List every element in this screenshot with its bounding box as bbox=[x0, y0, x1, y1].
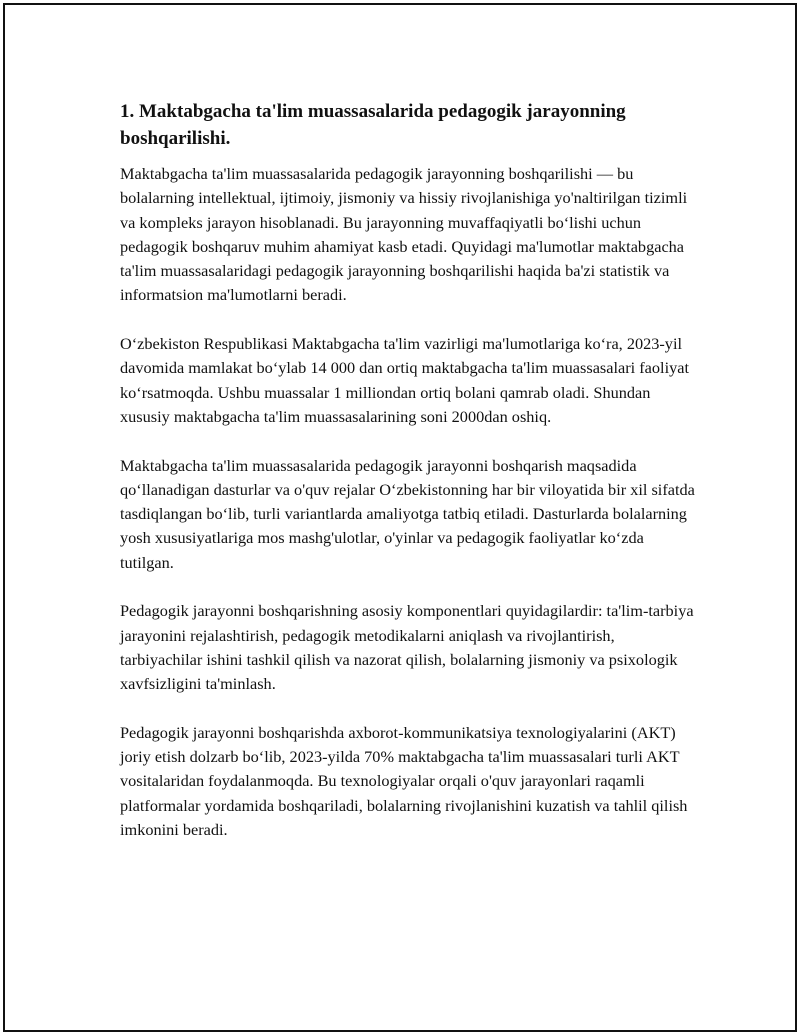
paragraph-ict: Pedagogik jarayonni boshqarishda axborot-kommunikatsiya texnologiyalarini (AKT) joriy etish dolzarb boʻlib, 2023-yilda 70% maktabgacha ta'lim muassasalari turli AKT vositalaridan foydalanmoqda. Bu texnologiyalar orqali o'quv jarayonlari raqamli platformalar yordamida boshqariladi, bolalarning rivojlanishini kuzatish va tahlil qilish imkonini beradi. bbox=[120, 722, 688, 840]
paragraph-curriculum: Maktabgacha ta'lim muassasalarida pedagogik jarayonni boshqarish maqsadida qoʻllanadigan dasturlar va o'quv rejalar Oʻzbekistonning har bir viloyatida bir xil sifatda tasdiqlangan boʻlib, turli variantlarda amaliyotga tatbiq etiladi. Dasturlarda bolalarning yosh xususiyatlariga mos mashg'ulotlar, o'yinlar va pedagogik faoliyatlar koʻzda tutilgan. bbox=[120, 455, 695, 572]
page-border bbox=[3, 3, 797, 1032]
paragraph-statistics: Oʻzbekiston Respublikasi Maktabgacha ta'lim vazirligi ma'lumotlariga koʻra, 2023-yil davomida mamlakat boʻylab 14 000 dan ortiq maktabgacha ta'lim muassasalari faoliyat koʻrsatmoqda. Ushbu muassalar 1 milliondan ortiq bolani qamrab oladi. Shundan xususiy maktabgacha ta'lim muassasalarining soni 2000dan oshiq. bbox=[120, 334, 689, 426]
paragraph-intro: Maktabgacha ta'lim muassasalarida pedagogik jarayonning boshqarilishi — bu bolalarning intellektual, ijtimoiy, jismoniy va hissiy rivojlanishiga yo'naltirilgan tizimli va kompleks jarayon hisoblanadi. Bu jarayonning muvaffaqiyatli boʻlishi uchun pedagogik boshqaruv muhim ahamiyat kasb etadi. Quyidagi ma'lumotlar maktabgacha ta'lim muassasalaridagi pedagogik jarayonning boshqarilishi haqida ba'zi statistik va informatsion ma'lumotlarni beradi. bbox=[120, 164, 688, 305]
paragraph-components: Pedagogik jarayonni boshqarishning asosiy komponentlari quyidagilardir: ta'lim-tarbiya jarayonini rejalashtirish, pedagogik metodikalarni aniqlash va rivojlantirish, tarbiyachilar ishini tashkil qilish va nazorat qilish, bolalarning jismoniy va psixologik xavfsizligini ta'minlash. bbox=[120, 601, 694, 694]
document-body bbox=[120, 98, 695, 867]
document-title: 1. Maktabgacha ta'lim muassasalarida pedagogik jarayonning boshqarilishi. bbox=[120, 101, 626, 149]
